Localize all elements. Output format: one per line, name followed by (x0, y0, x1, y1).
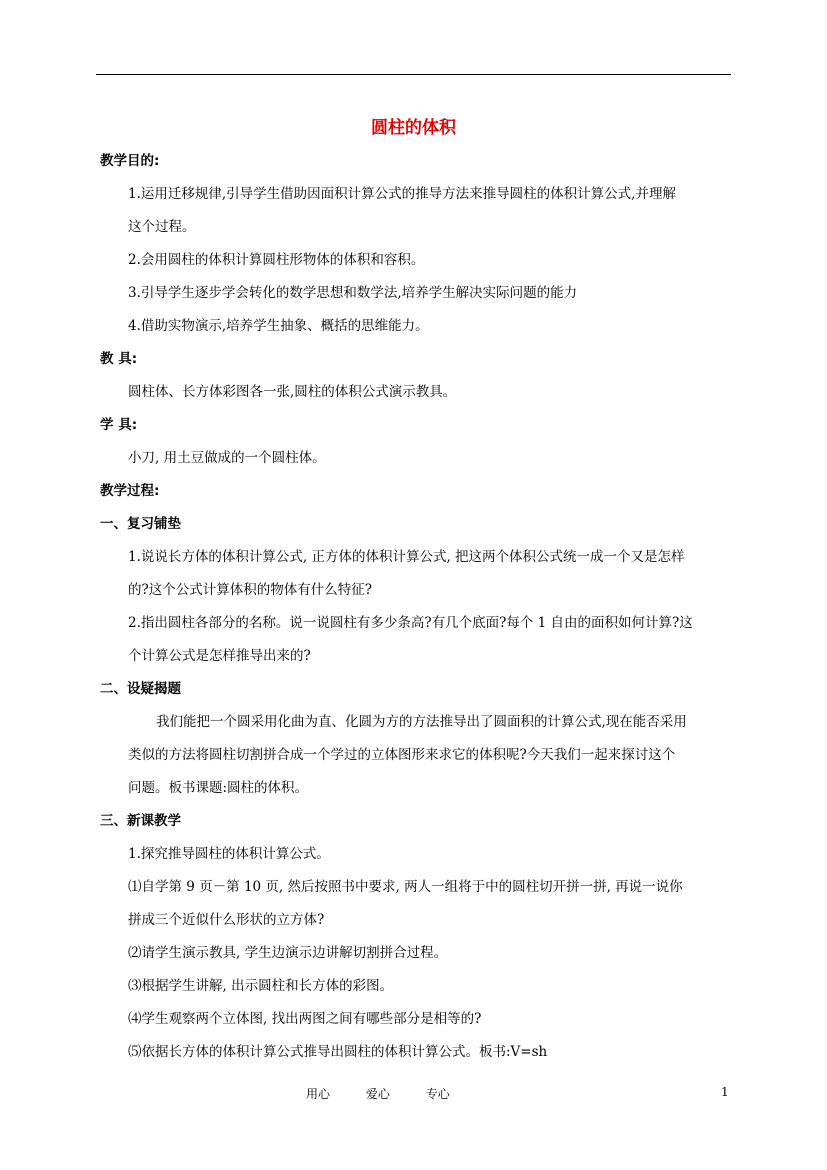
body-line: ⑵请学生演示教具, 学生边演示边讲解切割拼合过程。 (128, 945, 448, 961)
body-line: ⑴自学第 9 页－第 10 页, 然后按照书中要求, 两人一组将于中的圆柱切开拼一拼, 再说一说你 (128, 879, 683, 895)
body-line: 1.说说长方体的体积计算公式, 正方体的体积计算公式, 把这两个体积公式统一成一个又是怎样 (128, 549, 685, 565)
body-line: 小刀, 用土豆做成的一个圆柱体。 (128, 450, 326, 466)
footer-motto (306, 1085, 482, 1102)
body-line: 我们能把一个圆采用化曲为直、化圆为方的方法推导出了圆面积的计算公式,现在能否采用 (156, 714, 687, 730)
body-line: 4.借助实物演示,培养学生抽象、概括的思维能力。 (128, 318, 429, 334)
section-heading: 学 具: (100, 417, 138, 433)
body-line: 这个过程。 (128, 219, 196, 235)
section-heading: 三、新课教学 (100, 813, 181, 829)
body-line: ⑷学生观察两个立体图, 找出两图之间有哪些部分是相等的? (128, 1011, 482, 1027)
body-line: 3.引导学生逐步学会转化的数学思想和数学法,培养学生解决实际问题的能力 (128, 285, 578, 301)
header-rule (96, 74, 731, 75)
body-line: 圆柱体、长方体彩图各一张,圆柱的体积公式演示教具。 (128, 384, 457, 400)
body-line: 1.运用迁移规律,引导学生借助因面积计算公式的推导方法来推导圆柱的体积计算公式,并理解 (128, 186, 676, 202)
document-title: 圆柱的体积 (371, 118, 456, 138)
body-line: ⑶根据学生讲解, 出示圆柱和长方体的彩图。 (128, 978, 394, 994)
page-number: 1 (721, 1085, 729, 1099)
body-line: ⑸依据长方体的体积计算公式推导出圆柱的体积计算公式。板书:V=sh (128, 1044, 548, 1060)
section-heading: 一、复习铺垫 (100, 516, 181, 532)
body-line: 的?这个公式计算体积的物体有什么特征? (128, 582, 372, 598)
body-line: 类似的方法将圆柱切割拼合成一个学过的立体图形来求它的体积呢?今天我们一起来探讨这个 (128, 747, 676, 763)
footer-motto-2: 爱心 (365, 1087, 390, 1101)
body-line: 拼成三个近似什么形状的立方体? (128, 912, 325, 928)
body-line: 1.探究推导圆柱的体积计算公式。 (128, 846, 330, 862)
footer-motto-1: 用心 (306, 1087, 331, 1101)
body-line: 2.指出圆柱各部分的名称。说一说圆柱有多少条高?有几个底面?每个 1 自由的面积如何计算?这 (128, 615, 693, 631)
footer-motto-3: 专心 (425, 1087, 450, 1101)
section-heading: 教 具: (100, 351, 138, 367)
document-body (100, 150, 730, 1074)
body-line: 个计算公式是怎样推导出来的? (128, 648, 311, 664)
section-heading: 二、设疑揭题 (100, 681, 181, 697)
section-heading: 教学目的: (100, 153, 160, 169)
body-line: 问题。板书课题:圆柱的体积。 (128, 780, 309, 796)
section-heading: 教学过程: (100, 483, 160, 499)
body-line: 2.会用圆柱的体积计算圆柱形物体的体积和容积。 (128, 252, 425, 268)
